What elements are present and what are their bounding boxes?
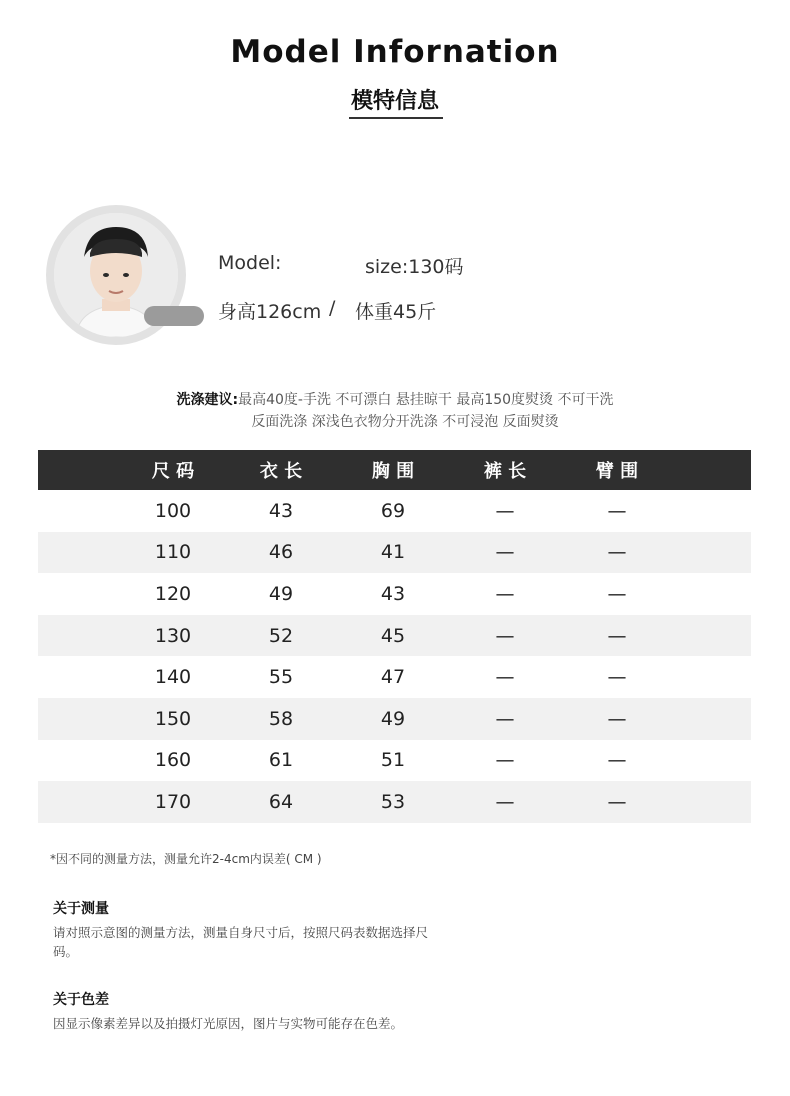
cell-pants-length: — <box>495 707 515 730</box>
cell-chest: 51 <box>380 749 406 772</box>
cell-pants-length: — <box>495 790 515 813</box>
cell-size: 120 <box>154 582 192 605</box>
page-subtitle: 模特信息 <box>350 89 439 114</box>
model-separator: / <box>329 297 336 319</box>
cell-length: 61 <box>268 749 294 772</box>
cell-arm: — <box>607 707 627 730</box>
cell-arm: — <box>607 582 627 605</box>
cell-arm: — <box>607 624 627 647</box>
cell-size: 170 <box>154 790 192 813</box>
table-row <box>38 698 751 740</box>
cell-length: 43 <box>268 499 294 522</box>
color-diff-title: 关于色差 <box>53 992 109 1008</box>
care-instructions-line2: 反面洗涤 深浅色衣物分开洗涤 不可浸泡 反面熨烫 <box>251 414 559 430</box>
header-pants-length: 裤 长 <box>483 461 527 482</box>
cell-arm: — <box>607 541 627 564</box>
care-instructions-line1 <box>0 389 790 409</box>
cell-length: 46 <box>268 541 294 564</box>
table-row <box>38 532 751 574</box>
cell-length: 64 <box>268 790 294 813</box>
cell-size: 140 <box>154 666 192 689</box>
table-row <box>38 740 751 782</box>
model-label: Model: <box>218 252 282 274</box>
cell-chest: 47 <box>380 666 406 689</box>
model-weight: 体重45斤 <box>355 301 437 323</box>
header-chest: 胸 围 <box>371 461 415 482</box>
header-size: 尺 码 <box>151 461 195 482</box>
cell-pants-length: — <box>495 499 515 522</box>
cell-chest: 45 <box>380 624 406 647</box>
cell-size: 100 <box>154 499 192 522</box>
table-row <box>38 573 751 615</box>
cell-chest: 41 <box>380 541 406 564</box>
cell-chest: 43 <box>380 582 406 605</box>
table-row <box>38 656 751 698</box>
cell-pants-length: — <box>495 582 515 605</box>
avatar-badge <box>144 306 204 326</box>
table-row <box>38 781 751 823</box>
cell-pants-length: — <box>495 624 515 647</box>
cell-chest: 69 <box>380 499 406 522</box>
cell-arm: — <box>607 666 627 689</box>
cell-pants-length: — <box>495 749 515 772</box>
table-row <box>38 490 751 532</box>
care-label: 洗涤建议: <box>176 392 239 408</box>
size-table <box>38 450 751 823</box>
care-text-1: 最高40度-手洗 不可漂白 悬挂晾干 最高150度熨烫 不可干洗 <box>238 392 614 408</box>
subtitle-underline <box>349 117 443 119</box>
cell-pants-length: — <box>495 666 515 689</box>
model-size: size:130码 <box>365 256 464 278</box>
header-length: 衣 长 <box>259 461 303 482</box>
cell-pants-length: — <box>495 541 515 564</box>
measurement-note: *因不同的测量方法，测量允许2-4cm内误差( CM ) <box>50 852 322 866</box>
cell-arm: — <box>607 790 627 813</box>
cell-size: 110 <box>154 541 192 564</box>
measure-body: 请对照示意图的测量方法，测量自身尺寸后，按照尺码表数据选择尺码。 <box>53 925 429 959</box>
table-row <box>38 615 751 657</box>
cell-length: 58 <box>268 707 294 730</box>
cell-length: 55 <box>268 666 294 689</box>
cell-length: 49 <box>268 582 294 605</box>
cell-chest: 49 <box>380 707 406 730</box>
cell-arm: — <box>607 499 627 522</box>
measure-title: 关于测量 <box>53 901 109 917</box>
cell-chest: 53 <box>380 790 406 813</box>
cell-size: 150 <box>154 707 192 730</box>
cell-length: 52 <box>268 624 294 647</box>
page-title: Model Infornation <box>230 34 560 70</box>
color-diff-body: 因显示像素差异以及拍摄灯光原因，图片与实物可能存在色差。 <box>53 1016 404 1031</box>
cell-size: 160 <box>154 749 192 772</box>
cell-size: 130 <box>154 624 192 647</box>
header-arm: 臂 围 <box>595 461 639 482</box>
size-table-header <box>38 450 751 490</box>
cell-arm: — <box>607 749 627 772</box>
model-height: 身高126cm <box>218 301 322 323</box>
